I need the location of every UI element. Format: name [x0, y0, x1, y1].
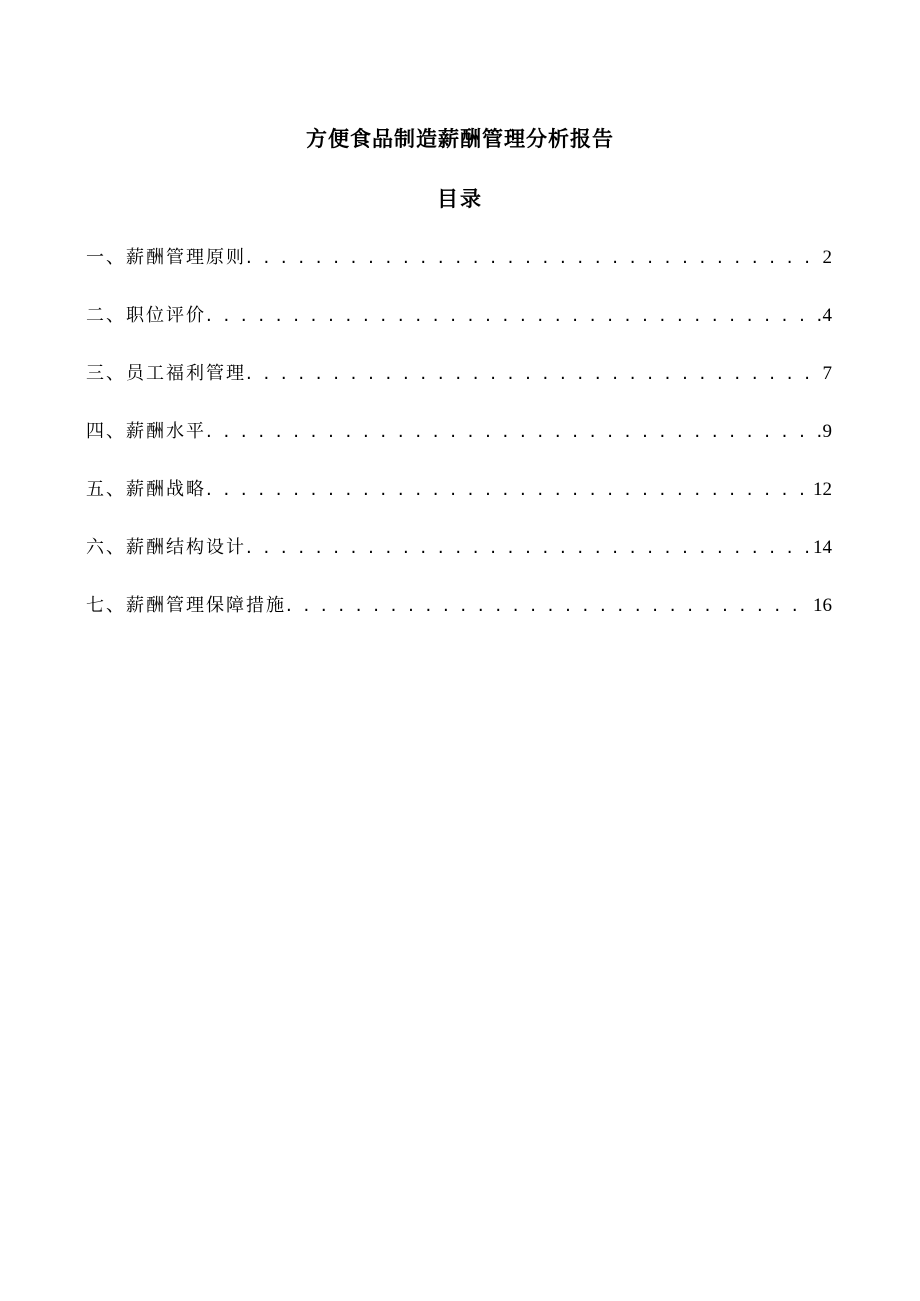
toc-entry-label: 六、薪酬结构设计	[86, 537, 246, 558]
toc-entry[interactable]	[86, 302, 832, 360]
toc-entry-page: 9	[822, 421, 832, 442]
toc-dot-leader	[246, 360, 821, 388]
toc-entry-label: 七、薪酬管理保障措施	[86, 595, 286, 616]
toc-entry-page: 12	[813, 479, 832, 500]
document-title: 方便食品制造薪酬管理分析报告	[306, 127, 614, 151]
toc-dot-leader	[206, 302, 821, 330]
toc-entry-page: 16	[813, 595, 832, 616]
toc-entry[interactable]	[86, 476, 832, 534]
toc-entry-label: 二、职位评价	[86, 305, 206, 326]
toc-entry-page: 2	[822, 247, 832, 268]
table-of-contents	[86, 244, 832, 650]
toc-entry-label: 三、员工福利管理	[86, 363, 246, 384]
toc-heading: 目录	[437, 187, 483, 211]
toc-dot-leader	[206, 418, 821, 446]
toc-dot-leader	[246, 244, 821, 272]
toc-dot-leader	[286, 592, 811, 620]
toc-entry[interactable]	[86, 592, 832, 650]
toc-entry-page: 14	[813, 537, 832, 558]
toc-entry[interactable]	[86, 534, 832, 592]
toc-entry[interactable]	[86, 418, 832, 476]
toc-dot-leader	[246, 534, 811, 562]
toc-entry[interactable]	[86, 360, 832, 418]
toc-entry-label: 一、薪酬管理原则	[86, 247, 246, 268]
toc-entry-label: 四、薪酬水平	[86, 421, 206, 442]
toc-entry-page: 4	[822, 305, 832, 326]
toc-entry-label: 五、薪酬战略	[86, 479, 206, 500]
toc-entry[interactable]	[86, 244, 832, 302]
toc-entry-page: 7	[822, 363, 832, 384]
toc-dot-leader	[206, 476, 811, 504]
